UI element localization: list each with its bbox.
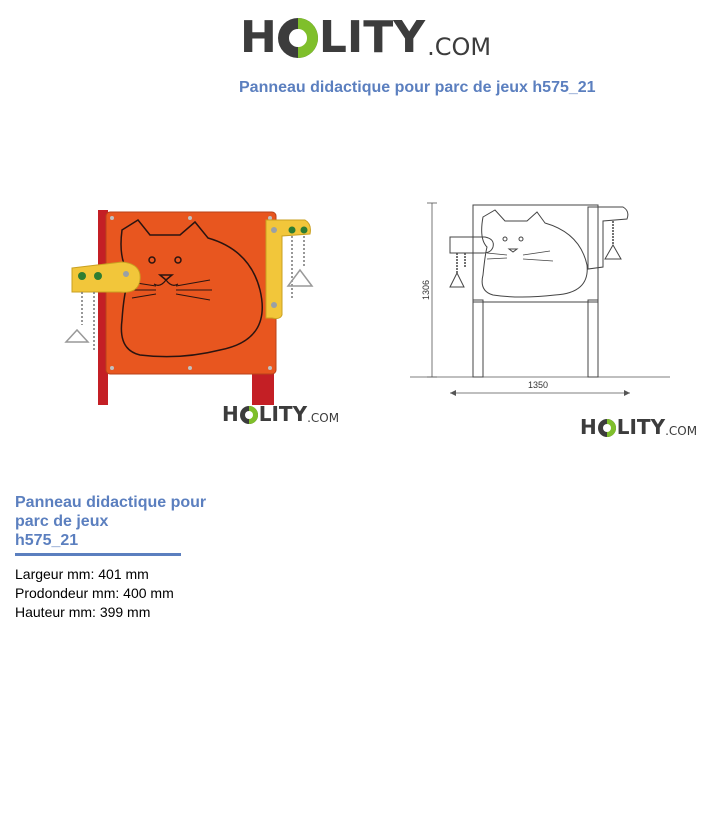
- spec-row-width: [15, 565, 174, 584]
- brand-logo[interactable]: [240, 14, 491, 62]
- spec-label: Hauteur mm:: [15, 604, 96, 620]
- drawing-watermark-logo: [580, 415, 697, 439]
- spec-value: 399 mm: [99, 604, 151, 620]
- height-label: 1306: [421, 279, 431, 301]
- logo-letters: LITY: [258, 402, 308, 426]
- product-title-line: Panneau didactique pour: [15, 494, 207, 511]
- page-title: Panneau didactique pour parc de jeux h575_21: [239, 79, 596, 96]
- logo-o-icon: [240, 406, 258, 424]
- technical-drawing: [405, 195, 690, 405]
- logo-o-icon: [598, 419, 616, 437]
- logo-letter: H: [222, 402, 239, 426]
- logo-letters: LITY: [616, 415, 666, 439]
- logo-letter: H: [580, 415, 597, 439]
- spec-label: Prodondeur mm:: [15, 585, 120, 601]
- logo-suffix: .COM: [307, 411, 340, 425]
- product-title-line: parc de jeux: [15, 513, 109, 530]
- product-code: h575_21: [15, 532, 79, 549]
- orange-panel: [106, 212, 276, 374]
- product-title: [15, 493, 235, 550]
- spec-value: 400 mm: [123, 585, 174, 601]
- width-label: 1350: [527, 380, 549, 390]
- title-divider: [15, 553, 181, 556]
- logo-letters: LITY: [318, 12, 426, 63]
- spec-label: Largeur mm:: [15, 566, 95, 582]
- spec-list: [15, 565, 174, 622]
- spec-row-depth: [15, 584, 174, 603]
- logo-suffix: .COM: [665, 424, 698, 438]
- spec-value: 401 mm: [98, 566, 149, 582]
- logo-letter: H: [240, 12, 277, 63]
- logo-suffix: .COM: [427, 33, 492, 61]
- logo-o-icon: [278, 18, 318, 58]
- spec-row-height: [15, 603, 174, 622]
- product-photo: [60, 190, 350, 435]
- photo-watermark-logo: [222, 402, 339, 426]
